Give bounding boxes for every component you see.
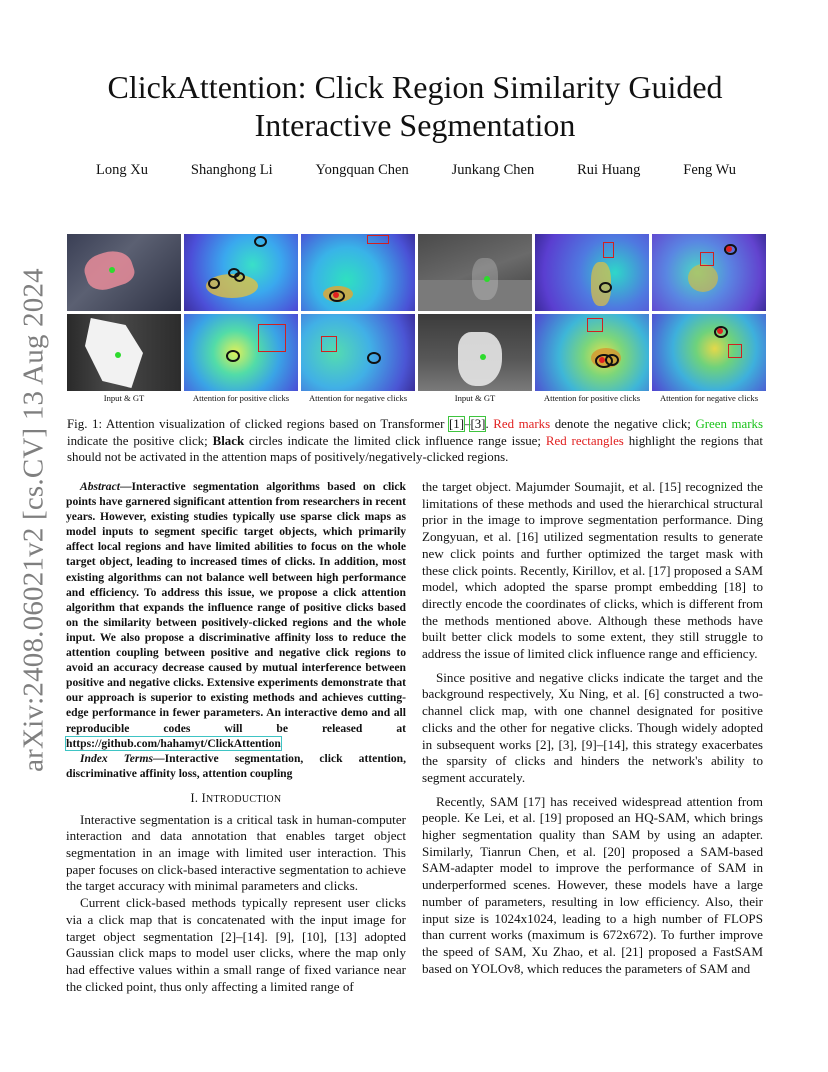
author-name: Yongquan Chen [315,162,409,178]
paragraph: the target object. Majumder Soumajit, et al. [15] recognized the limitations of these methods and used the hierarchical structural prior in the image to improve segmentation performance. Ding Zongyuan, et al. [16] utilized segmentation results to generate new click points and further optimized the target mask with these click points. Recently, Kirillov, et al. [17] proposed a SAM model, which adopted the sparse prompt embedding [18] to directly encode the coordinates of clicks, which is different from the methods mentioned above. Although these methods have built better click models to some extent, they still struggle to address the issue of limited click influence range and efficiency. [422,479,763,662]
negative-attention-map [652,234,766,311]
author-name: Junkang Chen [451,162,535,178]
positive-attention-map [184,314,298,391]
positive-attention-map [535,234,649,311]
abstract: Abstract—Interactive segmentation algorithms based on click points have garnered significant attention from researchers in recent years. However, existing studies typically use sparse click maps as model inputs to segment specific target objects, which primarily affect local regions and have limited abilities to focus on the whole target object, leading to increased times of clicks. In addition, most existing algorithms can not balance well between high performance and efficiency. To address this issue, we propose a click attention algorithm that expands the influence range of positive clicks based on the similarity between positively-clicked regions and the whole input. We also propose a discriminative affinity loss to reduce the attention coupling between positive and negative click regions to avoid an accuracy decrease caused by mutual interference between positive and negative clicks. Extensive experiments demonstrate that our approach is superior to existing methods and achieves cutting-edge performance in fewer parameters. An interactive demo and all reproducible codes will be released at https://github.com/hahamyt/ClickAttention [66,480,406,750]
index-terms: Index Terms—Interactive segmentation, click attention, discriminative affinity loss, attention coupling [66,751,406,780]
section-heading: I. INTRODUCTION [190,790,282,805]
github-link[interactable]: https://github.com/hahamyt/ClickAttention [66,736,281,750]
input-gt-image [67,234,181,311]
negative-attention-map [301,314,415,391]
left-column [66,479,406,995]
author-name: Feng Wu [683,162,736,178]
author-name: Long Xu [96,162,148,178]
paragraph: Current click-based methods typically represent user clicks via a click map that is concatenated with the input image for target object segmentation [2]–[14]. [9], [10], [13] adopted Gaussian click maps to model user clicks, where the map only had effective values within a small range of fixed variance near the clicked point, thus only affecting a limited range of [66,895,406,994]
paper-title: ClickAttention: Click Region Similarity Guided Interactive Segmentation [107,69,723,143]
attention-image-grid [67,234,767,391]
arxiv-identifier: arXiv:2408.06021v2 [cs.CV] 13 Aug 2024 [17,268,50,772]
citation-link[interactable]: [1] [448,417,464,431]
positive-attention-map [184,234,298,311]
figure-1 [67,234,767,403]
paragraph: Interactive segmentation is a critical task in human-computer interaction and data annotation that enables target object segmentation in an image with limited user interaction. This paper focuses on click-based interactive segmentation to achieve the target accuracy with minimal parameters and clicks. [66,811,406,894]
paragraph: Recently, SAM [17] has received widespread attention from people. Ke Lei, et al. [19] proposed an HQ-SAM, which brings higher segmentation quality than SAM by using an adapter. Similarly, Tianrun Chen, et al. [20] proposed a SAM-based SAM-adapter model to improve the performance of SAM in underperformed scenes. However, these models have a large number of parameters, resulting in low efficiency. Also, their input size is 1024x1024, leading to a high number of FLOPS than current works (maximum is 672x672). To further improve the speed of SAM, Xu Zhao, et al. [21] proposed a FastSAM based on YOLOv8, which reduces the parameters of SAM and [422,793,763,976]
image-caption: Input & GT [454,393,496,403]
author-name: Rui Huang [577,162,641,178]
image-captions [67,393,767,403]
negative-attention-map [301,234,415,311]
author-name: Shanghong Li [190,162,273,178]
image-caption: Attention for positive clicks [192,393,290,403]
image-caption: Input & GT [103,393,145,403]
image-caption: Attention for positive clicks [543,393,641,403]
image-caption: Attention for negative clicks [659,393,759,403]
figure-caption: Fig. 1: Attention visualization of clicked regions based on Transformer [1]–[3]. Red marks denote the negative click; Green marks indicate the positive click; Black circles indicate the limited click influence range issue; Red rectangles highlight the regions that should not be activated in the attention maps of positively/negatively-clicked regions. [67,417,764,464]
input-gt-image [418,314,532,391]
right-column [422,479,763,977]
paragraph: Since positive and negative clicks indicate the target and the background respectively, Xu Ning, et al. [6] constructed a two-channel click map, with one channel designated for positive clicks and the other for negative clicks. Though widely adopted in subsequent works [2], [3], [9]–[14], this strategy exacerbates the sparsity of clicks and hinders the network's ability to segment accurately. [422,669,763,785]
input-gt-image [67,314,181,391]
citation-link[interactable]: [3] [470,417,486,431]
author-list [96,162,736,179]
image-caption: Attention for negative clicks [308,393,408,403]
positive-attention-map [535,314,649,391]
negative-attention-map [652,314,766,391]
input-gt-image [418,234,532,311]
